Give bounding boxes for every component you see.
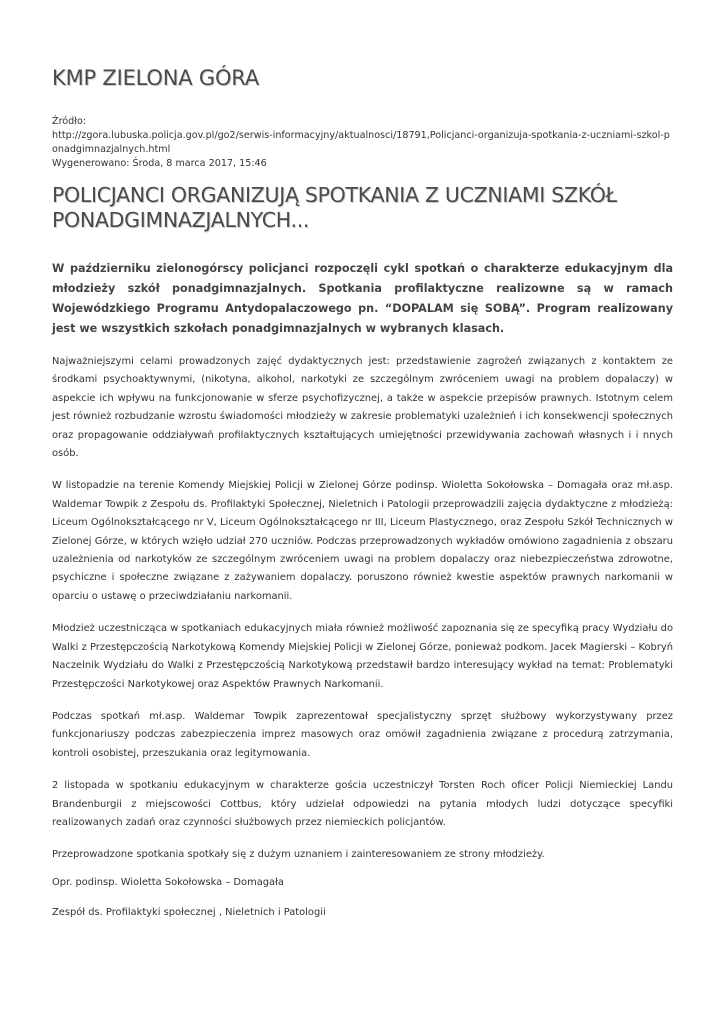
source-url[interactable]: http://zgora.lubuska.policja.gov.pl/go2/serwis-informacyjny/aktualnosci/18791,Policjanci-organizuja-spotkania-z-uczniami-szkol-ponadgimnazjalnych.html: [52, 130, 670, 155]
generated-date: Wygenerowano: Środa, 8 marca 2017, 15:46: [52, 158, 267, 169]
site-title: KMP ZIELONA GÓRA: [52, 66, 260, 90]
article-team: Zespół ds. Profilaktyki społecznej , Nieletnich i Patologii: [52, 907, 326, 918]
article-paragraph: W listopadzie na terenie Komendy Miejskiej Policji w Zielonej Górze podinsp. Wioletta Sokołowska – Domagała oraz mł.asp. Waldemar Towpik z Zespołu ds. Profilaktyki Społecznej, Nieletnich i Patologii przeprowadzili zajęcia dydaktyczne z młodzieżą: Liceum Ogólnokształcącego nr V, Liceum Ogólnokształcącego nr III, Liceum Plastycznego, oraz Zespołu Szkół Technicznych w Zielonej Górze, w których wzięło udział 270 uczniów. Podczas przeprowadzonych wykładów omówiono zagadnienia z obszaru uzależnienia od narkotyków ze szczególnym zwróceniem uwagi na problem dopalaczy oraz niebezpieczeństwa zdrowotne, psychiczne i społeczne związane z zażywaniem dopalaczy. poruszono również kwestie aspektów prawnych narkomanii w oparciu o ustawę o przeciwdziałaniu narkomanii.: [52, 480, 673, 602]
article-paragraph: Młodzież uczestnicząca w spotkaniach edukacyjnych miała również możliwość zapoznania się ze specyfiką pracy Wydziału do Walki z Przestępczością Narkotykową Komendy Miejskiej Policji w Zielonej Górze, ponieważ podkom. Jacek Magierski – Kobryń Naczelnik Wydziału do Walki z Przestępczością Narkotykową przedstawił bardzo interesujący wykład na temat: Problematyki Przestępczości Narkotykowej oraz Aspektów Prawnych Narkomanii.: [52, 623, 673, 690]
article-paragraph: Najważniejszymi celami prowadzonych zajęć dydaktycznych jest: przedstawienie zagrożeń związanych z kontaktem ze środkami psychoaktywnymi, (nikotyna, alkohol, narkotyki ze szczególnym zwróceniem uwagi na problem dopalaczy) w aspekcie ich wpływu na funkcjonowanie w sferze psychofizycznej, a także w aspekcie przepisów prawnych. Istotnym celem jest również rozbudzanie wzrostu świadomości młodzieży w zakresie problematyki uzależnień i ich konsekwencji społecznych oraz propagowanie oddziaływań profilaktycznych kształtujących umiejętności przewidywania zachowań własnych i i nnych osób.: [52, 356, 673, 460]
article-lead: W październiku zielonogórscy policjanci rozpoczęli cykl spotkań o charakterze edukacyjnym dla młodzieży szkół ponadgimnazjalnych. Spotkania profilaktyczne realizowne są w ramach Wojewódzkiego Programu Antydopalaczowego pn. “DOPALAM się SOBĄ”. Program realizowany jest we wszystkich szkołach ponadgimnazjalnych w wybranych klasach.: [52, 262, 673, 335]
article-author: Opr. podinsp. Wioletta Sokołowska – Domagała: [52, 877, 284, 888]
article-paragraph: 2 listopada w spotkaniu edukacyjnym w charakterze gościa uczestniczył Torsten Roch oficer Policji Niemieckiej Landu Brandenburgii z miejscowości Cottbus, który udzielał odpowiedzi na pytania młodych ludzi dotyczące specyfiki realizowanych zadań oraz czynności służbowych przez niemieckich policjantów.: [52, 780, 673, 828]
article-paragraph: Przeprowadzone spotkania spotkały się z dużym uznaniem i zainteresowaniem ze strony młodzieży.: [52, 849, 545, 861]
article-paragraph: Podczas spotkań mł.asp. Waldemar Towpik zaprezentował specjalistyczny sprzęt służbowy wykorzystywany przez funkcjonariuszy podczas zabezpieczenia imprez masowych oraz omówił zagadnienia związane z procedurą zatrzymania, kontroli osobistej, przeszukania oraz legitymowania.: [52, 710, 673, 759]
source-label: Źródło:: [52, 116, 87, 127]
article-body: [52, 353, 673, 879]
source-block: [52, 115, 673, 171]
article-headline: POLICJANCI ORGANIZUJĄ SPOTKANIA Z UCZNIAMI SZKÓŁ PONADGIMNAZJALNYCH...: [52, 183, 617, 232]
